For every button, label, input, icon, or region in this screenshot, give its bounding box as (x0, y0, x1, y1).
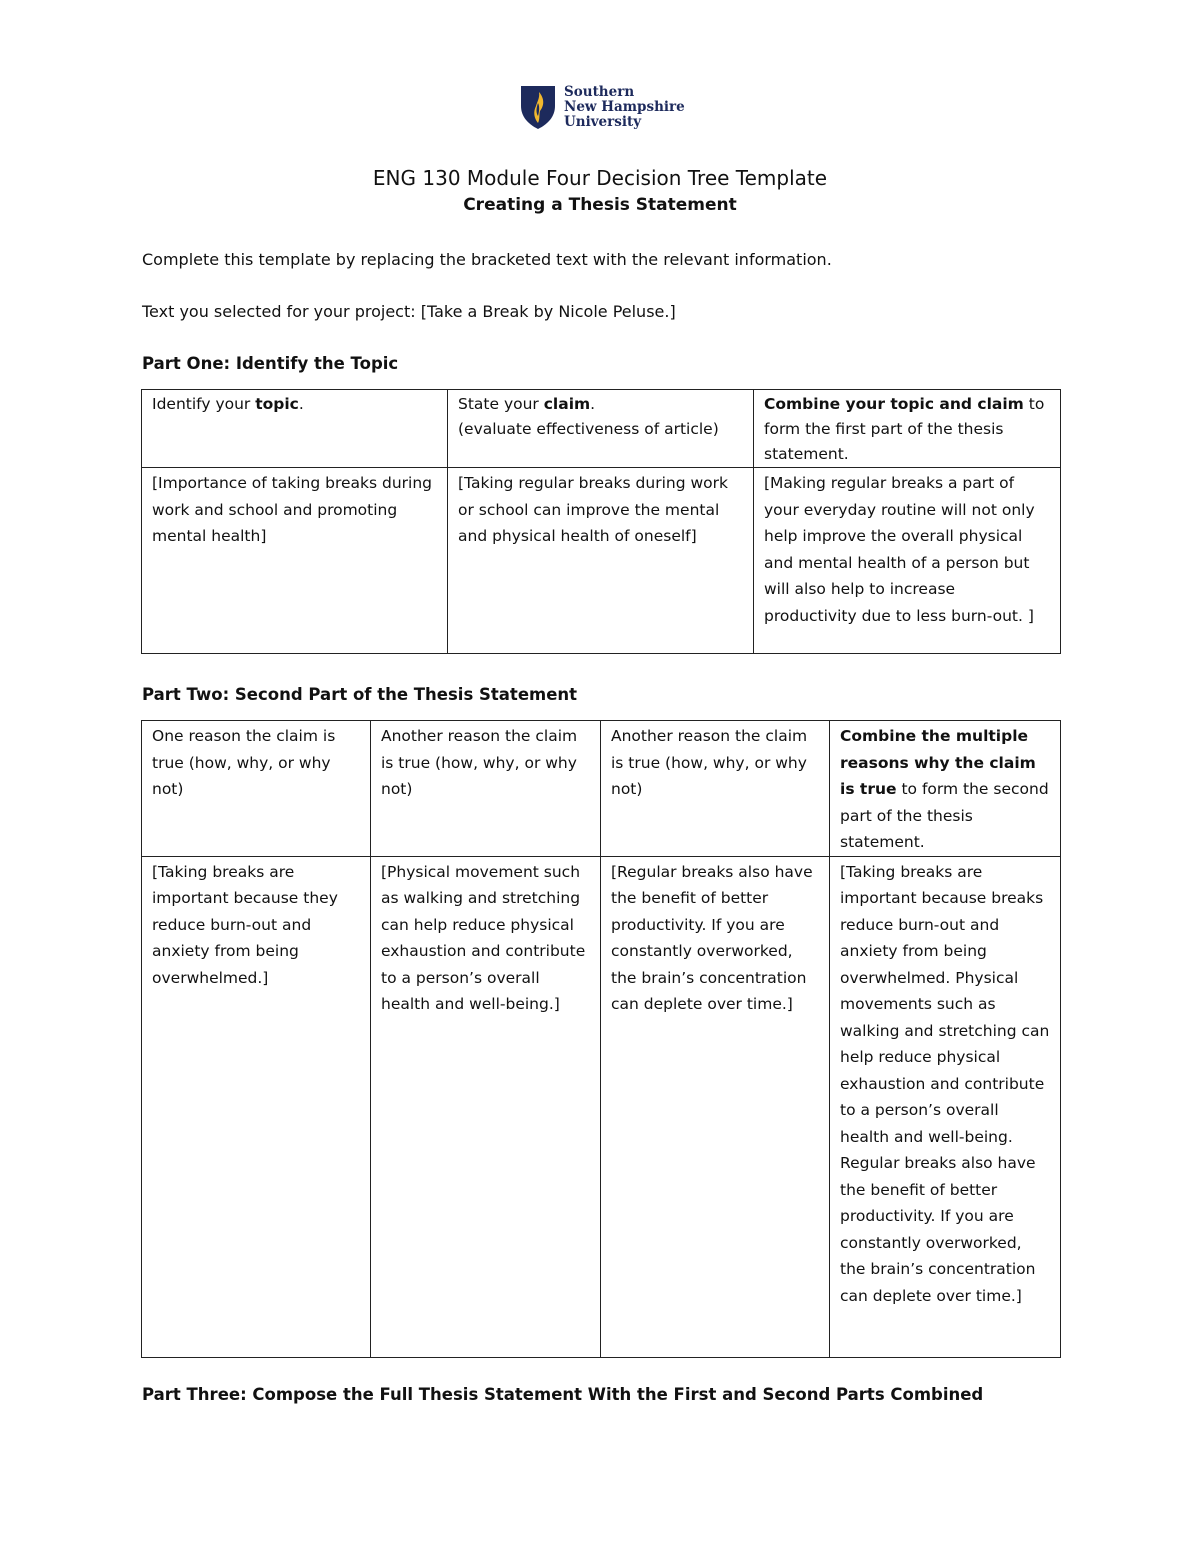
logo-line-3: University (564, 114, 642, 130)
table-cell: [Physical movement such as walking and stretching can help reduce physical exhaustion and contribute to a person’s overall health and well-being.] (371, 856, 601, 1357)
header-text: Another reason the claim is true (how, why, or why not) (611, 727, 808, 798)
logo-line-1: Southern (564, 84, 635, 100)
table-cell: [Taking regular breaks during work or school can improve the mental and physical health of oneself] (448, 468, 754, 654)
part-two-heading: Part Two: Second Part of the Thesis Statement (142, 685, 578, 704)
table-header-cell (371, 721, 601, 857)
page-title: ENG 130 Module Four Decision Tree Template (372, 166, 828, 190)
table-header-cell (142, 390, 448, 468)
header-bold-text: Combine your topic and claim (764, 395, 1024, 413)
header-text: . (298, 395, 304, 413)
header-note: (evaluate effectiveness of article) (458, 420, 719, 438)
table-cell: [Taking breaks are important because breaks reduce burn-out and anxiety from being overwhelmed. Physical movements such as walking and stretching can help reduce physical exhaustion and contribute to a person’s overall health and well-being. Regular breaks also have the benefit of better productivity. If you are constantly overworked, the brain’s concentration can deplete over time.] (830, 856, 1061, 1357)
part-two-table (141, 720, 1061, 1358)
table-row (142, 468, 1061, 654)
table-header-cell (142, 721, 371, 857)
header-text: Identify your (152, 395, 256, 413)
part-one-table (141, 389, 1061, 654)
header-text: to form the first part of the thesis statement. (764, 395, 1045, 463)
table-cell: [Making regular breaks a part of your everyday routine will not only help improve the overall physical and mental health of a person but will also help to increase productivity due to less burn-out. ] (754, 468, 1061, 654)
header-text: . (590, 395, 596, 413)
header-text: Another reason the claim is true (how, why, or why not) (381, 727, 578, 798)
table-header-cell (830, 721, 1061, 857)
table-header-cell (448, 390, 754, 468)
table-header-row (142, 390, 1061, 468)
header-text: to form the second part of the thesis statement. (840, 780, 1049, 851)
table-cell: [Taking breaks are important because they reduce burn-out and anxiety from being overwhelmed.] (142, 856, 371, 1357)
part-one-heading: Part One: Identify the Topic (142, 354, 399, 373)
page-subtitle: Creating a Thesis Statement (463, 195, 737, 215)
header-text: One reason the claim is true (how, why, or why not) (152, 727, 336, 798)
header-text: State your (458, 395, 544, 413)
logo-wordmark (564, 85, 685, 130)
logo-line-2: New Hampshire (564, 99, 685, 115)
table-header-cell (754, 390, 1061, 468)
snhu-logo (519, 84, 685, 134)
table-header-cell (601, 721, 830, 857)
header-bold-text: claim (543, 395, 591, 413)
selected-text-line: Text you selected for your project: [Take a Break by Nicole Peluse.] (142, 302, 676, 321)
table-row (142, 856, 1061, 1357)
header-bold-text: Combine the multiple reasons why the claim is true (840, 727, 1036, 798)
table-cell: [Importance of taking breaks during work and school and promoting mental health] (142, 468, 448, 654)
part-three-heading: Part Three: Compose the Full Thesis Statement With the First and Second Parts Combined (142, 1385, 984, 1404)
instructions-text: Complete this template by replacing the bracketed text with the relevant information. (142, 250, 832, 269)
university-shield-icon (519, 84, 557, 130)
table-cell: [Regular breaks also have the benefit of better productivity. If you are constantly overworked, the brain’s concentration can deplete over time.] (601, 856, 830, 1357)
table-header-row (142, 721, 1061, 857)
header-bold-text: topic (255, 395, 299, 413)
